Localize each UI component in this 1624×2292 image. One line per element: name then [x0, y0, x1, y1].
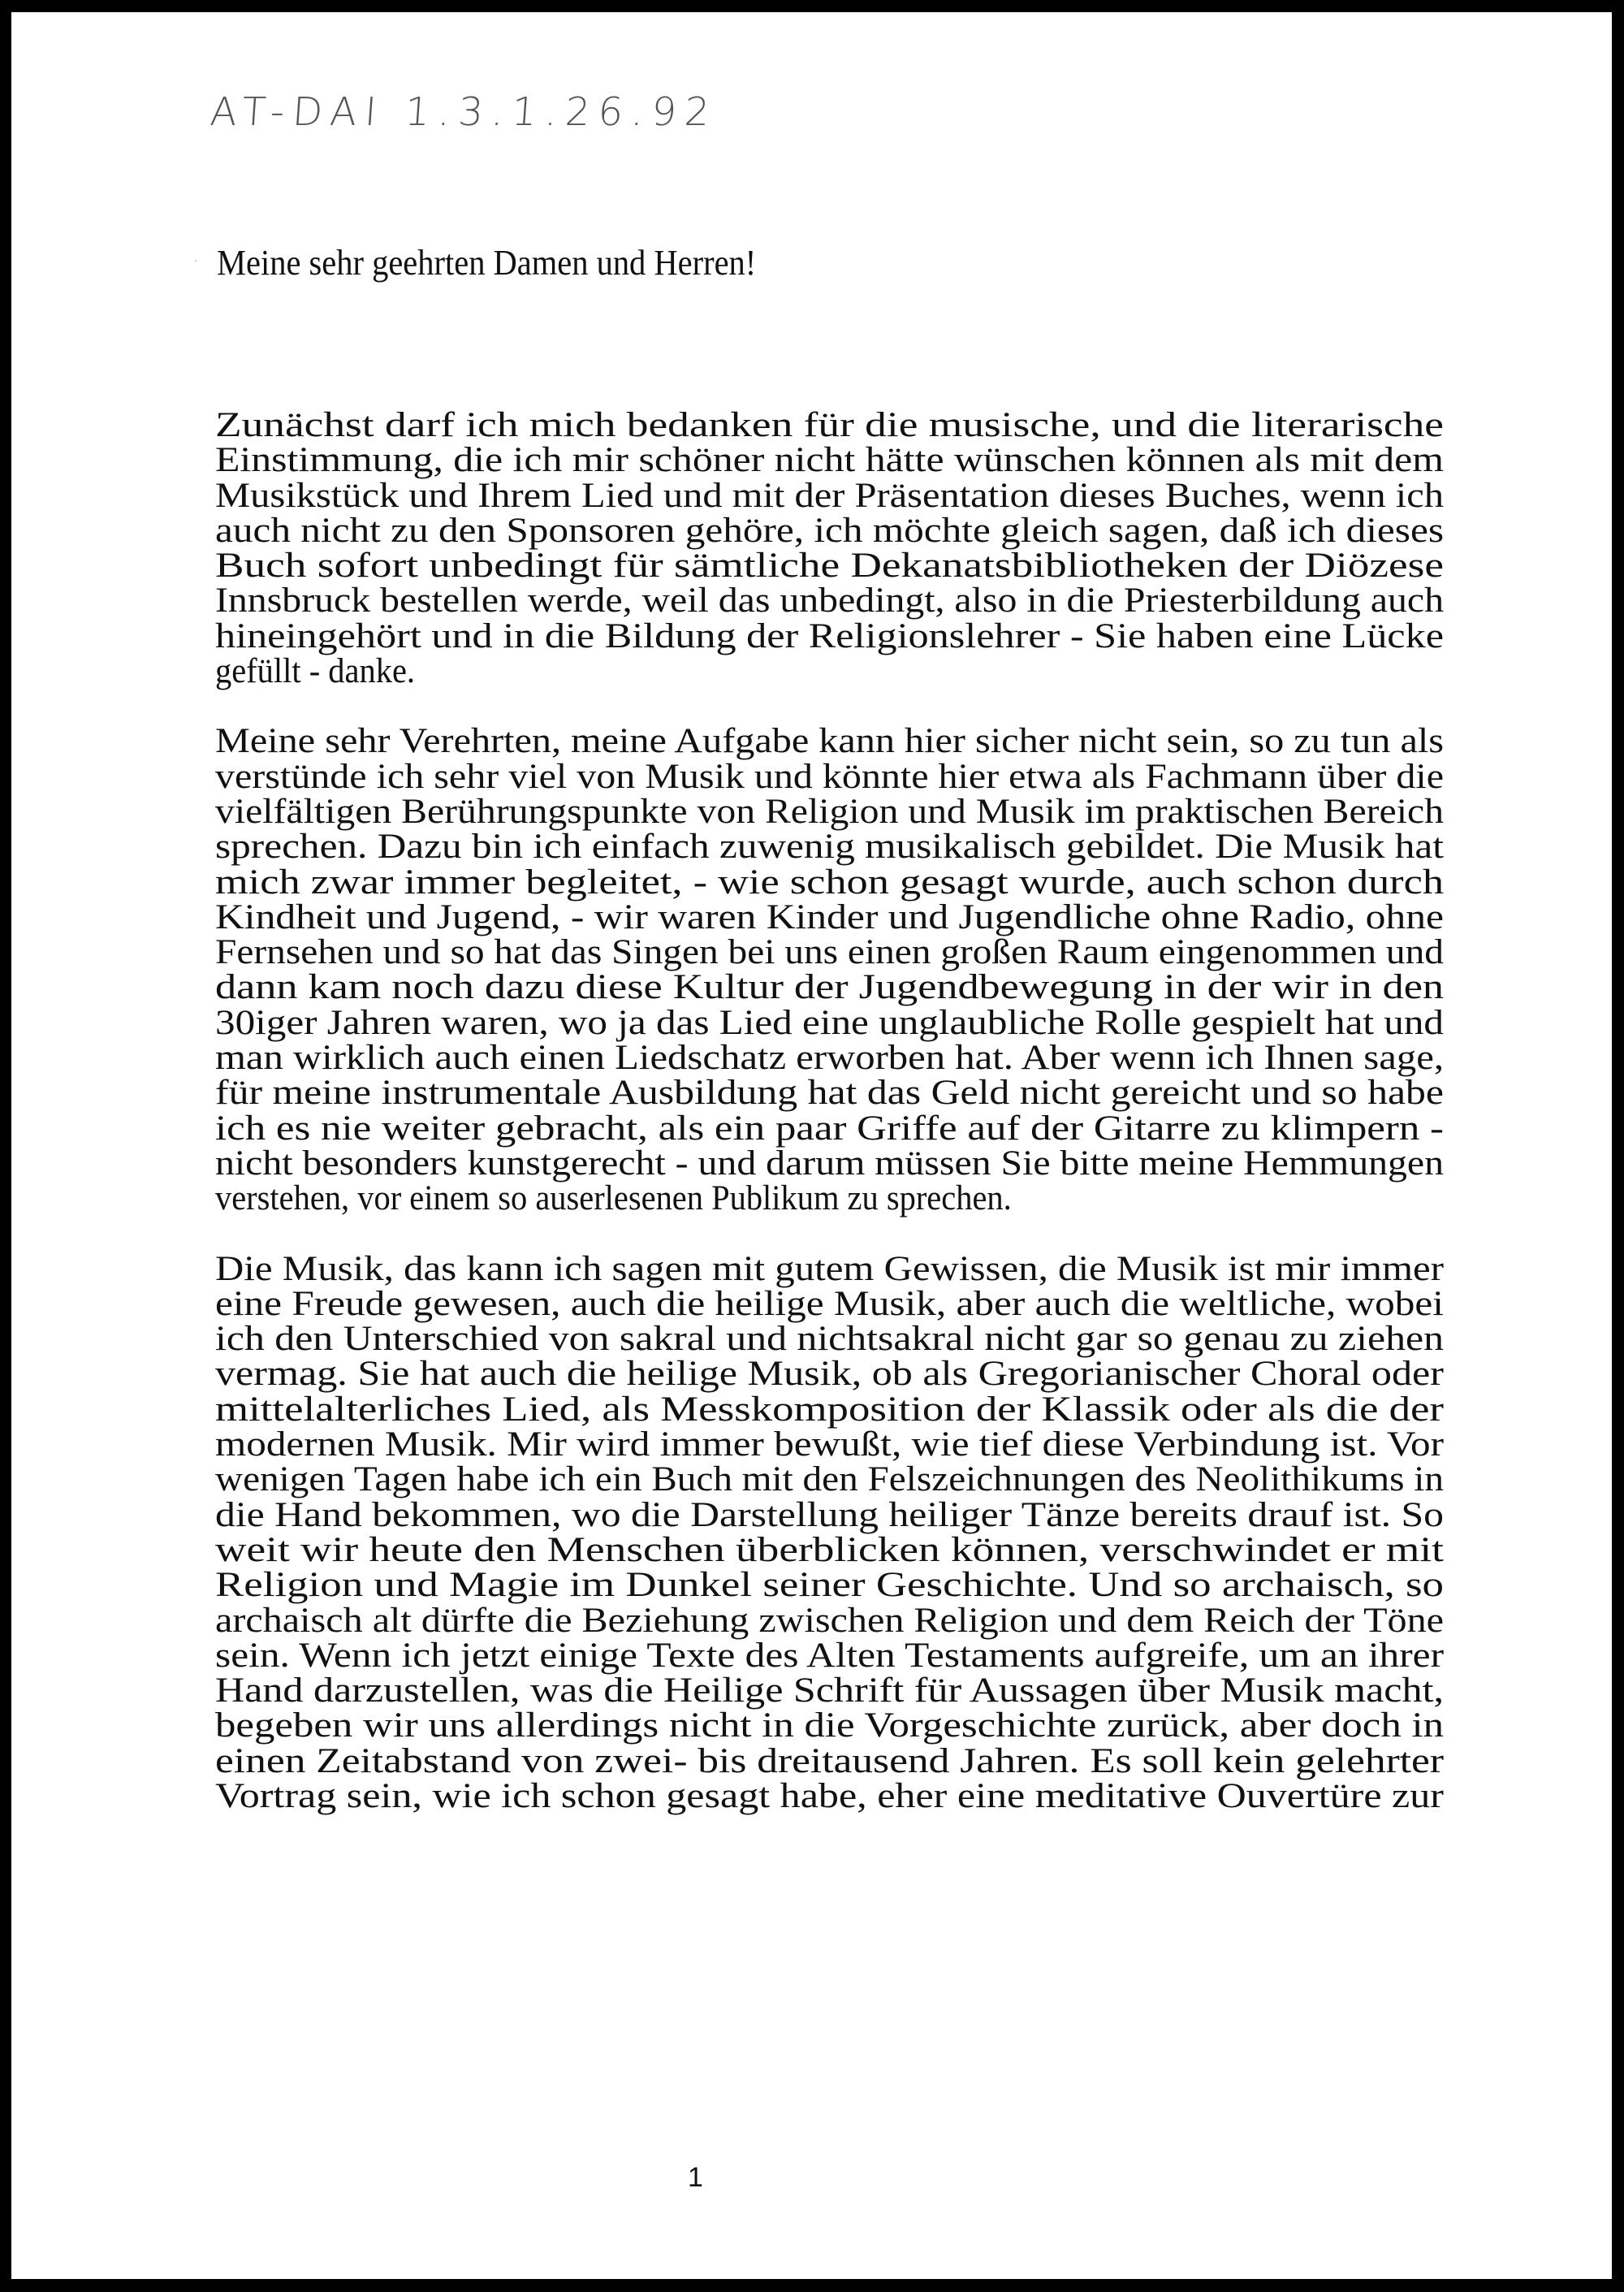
text-line: Innsbruck bestellen werde, weil das unbedingt, also in die Priesterbildung auch	[215, 581, 1444, 621]
text-line: Vortrag sein, wie ich schon gesagt habe, eher eine meditative Ouvertüre zur	[215, 1775, 1444, 1815]
text-line: einen Zeitabstand von zwei- bis dreitausend Jahren. Es soll kein gelehrter	[215, 1741, 1444, 1780]
text-line: sprechen. Dazu bin ich einfach zuwenig musikalisch gebildet. Die Musik hat	[215, 827, 1444, 867]
text-line: wenigen Tagen habe ich ein Buch mit den Felszeichnungen des Neolithikums in	[215, 1460, 1444, 1499]
text-line: Kindheit und Jugend, - wir waren Kinder und Jugendliche ohne Radio, ohne	[215, 897, 1444, 936]
paragraph-2	[215, 721, 1445, 1218]
text-line: vielfältigen Berührungspunkte von Religion und Musik im praktischen Bereich	[215, 791, 1445, 831]
salutation-heading: Meine sehr geehrten Damen und Herren!	[217, 243, 757, 283]
text-line: verstehen, vor einem so auserlesenen Publikum zu sprechen.	[215, 1178, 1012, 1218]
text-line: verstünde ich sehr viel von Musik und könnte hier etwa als Fachmann über die	[215, 756, 1444, 796]
text-line: weit wir heute den Menschen überblicken können, verschwindet er mit	[215, 1529, 1444, 1569]
scan-speck	[195, 260, 197, 262]
text-line: Musikstück und Ihrem Lied und mit der Präsentation dieses Buches, wenn ich	[215, 475, 1444, 515]
text-line: modernen Musik. Mir wird immer bewußt, wie tief diese Verbindung ist. Vor	[215, 1425, 1444, 1464]
text-line: Einstimmung, die ich mir schöner nicht hätte wünschen können als mit dem	[215, 440, 1444, 480]
body-text	[215, 405, 1445, 1849]
text-line: Hand darzustellen, was die Heilige Schrift für Aussagen über Musik macht,	[215, 1671, 1444, 1710]
text-line: ich es nie weiter gebracht, als ein paar Griffe auf der Gitarre zu klimpern -	[215, 1108, 1444, 1148]
text-line: eine Freude gewesen, auch die heilige Musik, aber auch die weltliche, wobei	[215, 1283, 1444, 1323]
text-line: mich zwar immer begleitet, - wie schon gesagt wurde, auch schon durch	[215, 862, 1444, 902]
text-line: die Hand bekommen, wo die Darstellung heiliger Tänze bereits drauf ist. So	[215, 1494, 1444, 1534]
document-page	[11, 12, 1612, 2279]
text-line: man wirklich auch einen Liedschatz erworben hat. Aber wenn ich Ihnen sage,	[215, 1038, 1444, 1078]
text-line: ich den Unterschied von sakral und nichtsakral nicht gar so genau zu ziehen	[215, 1319, 1444, 1359]
text-line: Fernsehen und so hat das Singen bei uns einen großen Raum eingenommen und	[215, 932, 1444, 972]
text-line: 30iger Jahren waren, wo ja das Lied eine unglaubliche Rolle gespielt hat und	[215, 1002, 1444, 1042]
text-line: hineingehört und in die Bildung der Religionslehrer - Sie haben eine Lücke	[215, 616, 1444, 655]
page-number: 1	[688, 2162, 703, 2193]
text-line: auch nicht zu den Sponsoren gehöre, ich möchte gleich sagen, daß ich dieses	[215, 510, 1444, 550]
text-line: für meine instrumentale Ausbildung hat das Geld nicht gereicht und so habe	[215, 1073, 1444, 1113]
text-line: nicht besonders kunstgerecht - und darum müssen Sie bitte meine Hemmungen	[215, 1143, 1444, 1183]
text-line: dann kam noch dazu diese Kultur der Jugendbewegung in der wir in den	[215, 967, 1444, 1007]
text-line: Buch sofort unbedingt für sämtliche Dekanatsbibliotheken der Diözese	[215, 546, 1444, 586]
text-line: archaisch alt dürfte die Beziehung zwischen Religion und dem Reich der Töne	[215, 1600, 1444, 1640]
text-line: Zunächst darf ich mich bedanken für die musische, und die literarische	[215, 405, 1444, 444]
text-line: begeben wir uns allerdings nicht in die Vorgeschichte zurück, aber doch in	[215, 1706, 1445, 1745]
text-line: mittelalterliches Lied, als Messkomposition der Klassik oder als die der	[215, 1389, 1444, 1429]
paragraph-1	[215, 405, 1444, 691]
text-line: gefüllt - danke.	[215, 651, 416, 691]
text-line: Religion und Magie im Dunkel seiner Geschichte. Und so archaisch, so	[215, 1565, 1444, 1605]
text-line: sein. Wenn ich jetzt einige Texte des Alten Testaments aufgreife, um an ihrer	[215, 1635, 1444, 1675]
text-line: Die Musik, das kann ich sagen mit gutem Gewissen, die Musik ist mir immer	[215, 1248, 1444, 1288]
text-line: Meine sehr Verehrten, meine Aufgabe kann hier sicher nicht sein, so zu tun als	[215, 721, 1444, 761]
text-line: vermag. Sie hat auch die heilige Musik, ob als Gregorianischer Choral oder	[215, 1354, 1444, 1394]
handwritten-archive-reference: AT-DAI 1.3.1.26.92	[209, 89, 719, 135]
paragraph-3	[215, 1248, 1445, 1815]
